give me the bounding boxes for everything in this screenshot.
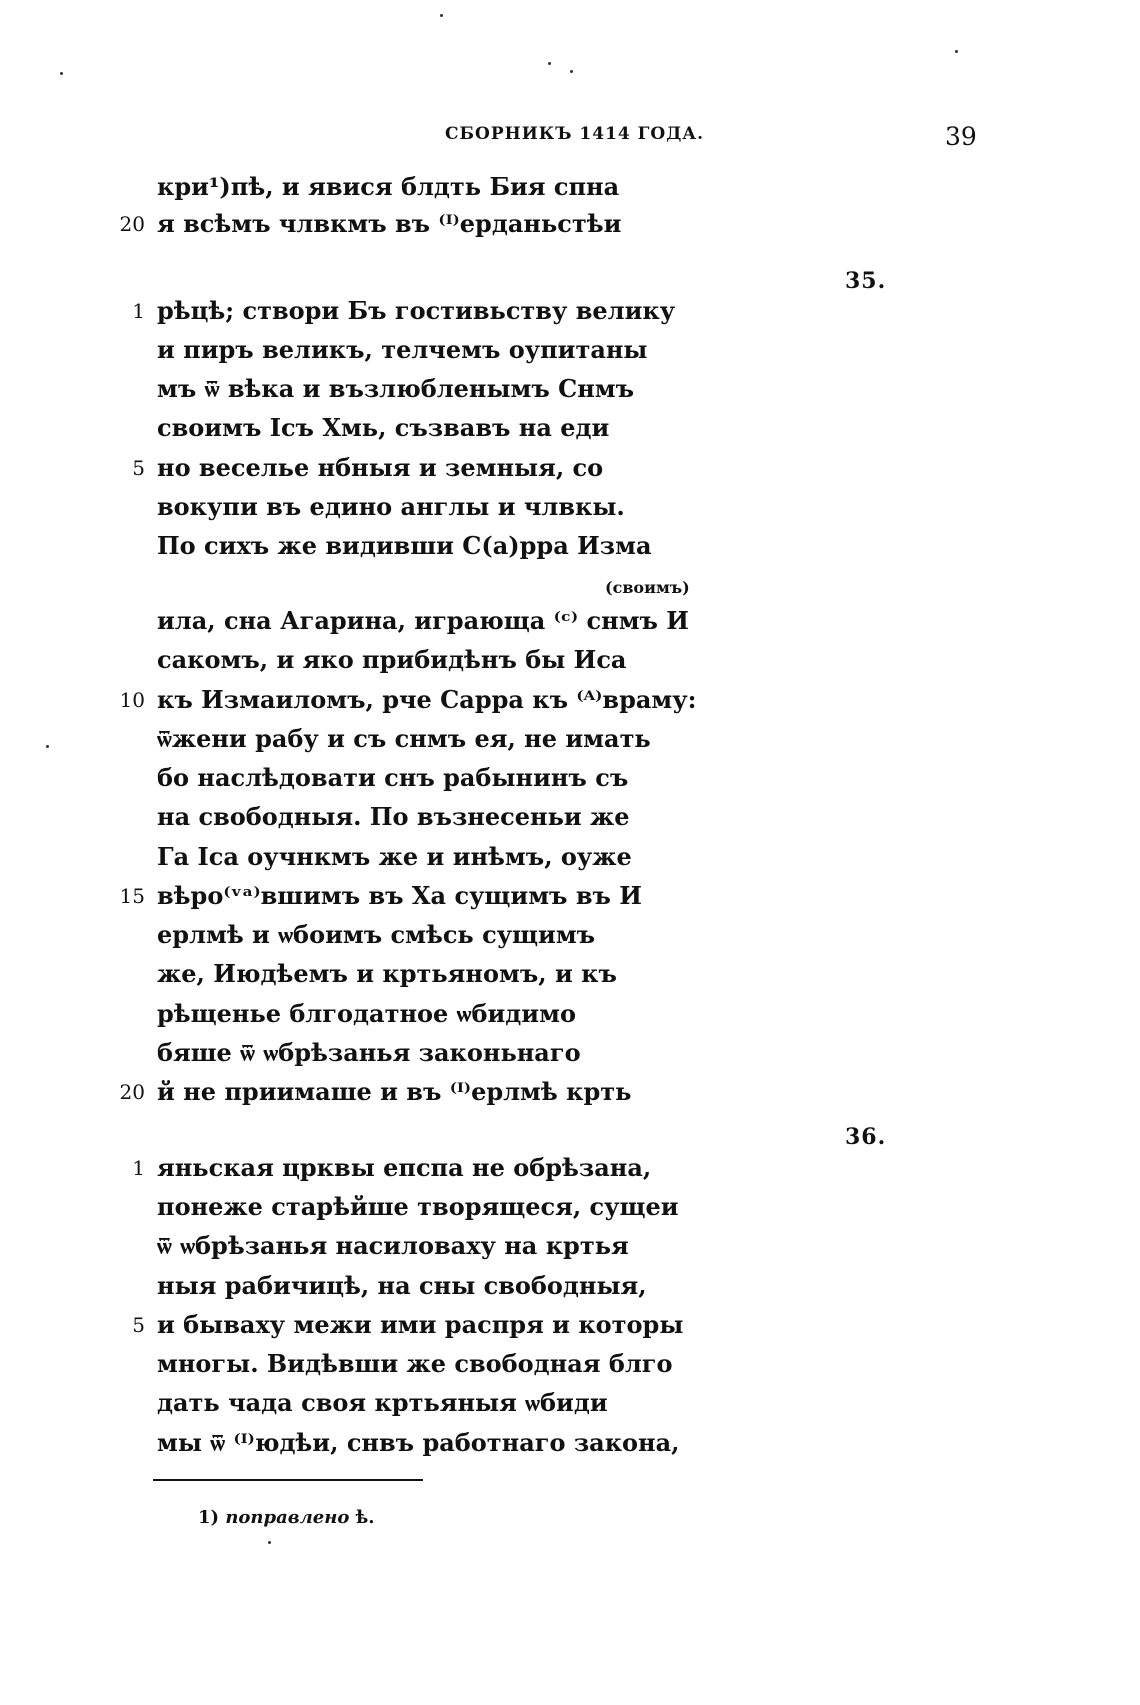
line-number: 1 <box>132 1156 145 1180</box>
text-line: сакомъ, и яко прибидѣнъ бы Иса <box>157 645 627 674</box>
text-line: ѿ ѡбрѣзанья насиловаху на кртья <box>157 1231 629 1260</box>
text-line: рѣщенье блгодатное ѡбидимо <box>157 999 576 1028</box>
text-line: и бываху межи ими распря и которы <box>157 1310 684 1339</box>
line-number: 5 <box>132 456 145 480</box>
footnote-letter: ѣ. <box>355 1507 375 1528</box>
margin-note: (своимъ) <box>605 578 690 597</box>
line-number: 5 <box>132 1313 145 1337</box>
print-speck <box>570 70 573 73</box>
text-line: вѣро⁽ᵛᵃ⁾вшимъ въ Ха сущимъ въ И <box>157 881 642 910</box>
text-line: своимъ Ісъ Хмь, съзвавъ на еди <box>157 413 610 442</box>
text-line: понеже старѣйше творящеся, сущеи <box>157 1192 679 1221</box>
line-number: 1 <box>132 299 145 323</box>
print-speck <box>955 50 958 53</box>
line-number: 20 <box>119 212 145 236</box>
text-line: дать чада своя кртьяныя ѡбиди <box>157 1388 608 1417</box>
text-line: же, Июдѣемъ и кртьяномъ, и къ <box>157 959 617 988</box>
print-speck <box>548 62 551 65</box>
line-number: 15 <box>119 884 145 908</box>
text-line: бо наслѣдовати снъ рабынинъ съ <box>157 763 629 792</box>
print-speck <box>46 745 49 748</box>
text-line: бяше ѿ ѡбрѣзанья законьнаго <box>157 1038 581 1067</box>
text-line: кри¹)пѣ, и явися блдть Бия спна <box>157 172 620 201</box>
text-line: вокупи въ едино англы и члвкы. <box>157 492 625 521</box>
print-speck <box>268 1541 271 1544</box>
text-line: Га Іса оучнкмъ же и инѣмъ, оуже <box>157 842 632 871</box>
section-marker-36: 36. <box>845 1124 887 1150</box>
footnote-mark: 1) <box>198 1507 220 1528</box>
section-marker-35: 35. <box>845 268 887 294</box>
line-number: 20 <box>119 1080 145 1104</box>
text-line: мы ѿ ⁽ᴵ⁾юдѣи, снвъ работнаго закона, <box>157 1428 680 1457</box>
text-line: но веселье нбныя и земныя, со <box>157 453 604 482</box>
line-number: 10 <box>119 688 145 712</box>
text-line: ныя рабичицѣ, на сны свободныя, <box>157 1271 647 1300</box>
running-head: СБОРНИКЪ 1414 ГОДА. <box>445 124 705 144</box>
text-line: мъ ѿ вѣка и възлюбленымъ Снмъ <box>157 374 635 403</box>
text-line: къ Измаиломъ, рче Сарра къ ⁽ᴬ⁾враму: <box>157 685 697 714</box>
text-line: и пиръ великъ, телчемъ оупитаны <box>157 335 648 364</box>
text-line: многы. Видѣвши же свободная блго <box>157 1349 673 1378</box>
text-line: я всѣмъ члвкмъ въ ⁽ᴵ⁾ерданьстѣи <box>157 209 622 238</box>
text-line: рѣцѣ; створи Бъ гостивьству велику <box>157 296 676 325</box>
print-speck <box>60 72 63 75</box>
footnote-text: поправлено <box>225 1507 350 1528</box>
page-number: 39 <box>945 122 977 151</box>
text-line: ерлмѣ и ѡбоимъ смѣсь сущимъ <box>157 920 596 949</box>
text-line: По сихъ же видивши С(а)рра Изма <box>157 531 652 560</box>
text-line: ила, сна Агарина, играюща ⁽ᶜ⁾ снмъ И <box>157 606 689 635</box>
text-line: на свободныя. По възнесеньи же <box>157 802 630 831</box>
footnote-rule <box>153 1479 423 1481</box>
text-line: ѿжени рабу и съ снмъ ея, не имать <box>157 724 651 753</box>
text-line: й не приимаше и въ ⁽ᴵ⁾ерлмѣ крть <box>157 1077 632 1106</box>
print-speck <box>440 14 443 17</box>
text-line: яньская црквы епспа не обрѣзана, <box>157 1153 652 1182</box>
footnote <box>198 1507 375 1528</box>
